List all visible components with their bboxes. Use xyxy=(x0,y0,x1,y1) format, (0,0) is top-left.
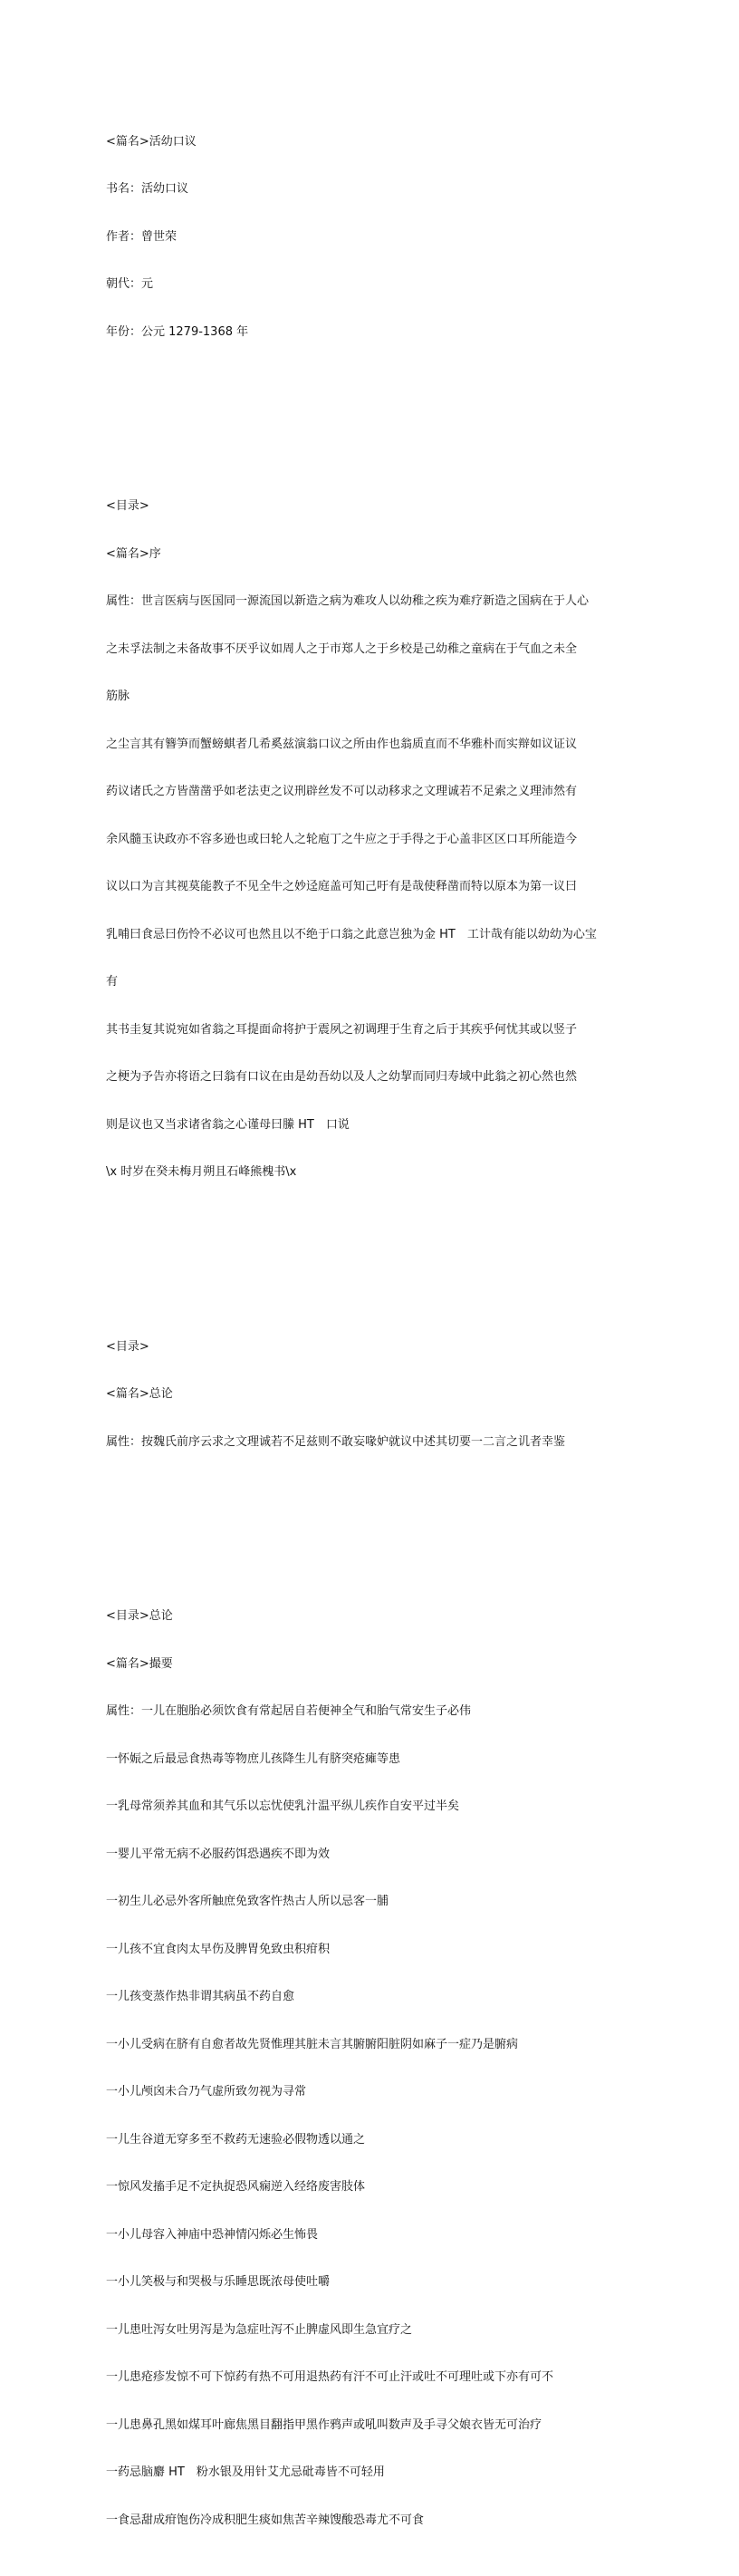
section-xu-colophon: \x 时岁在癸未梅月朔且石峰熊槐书\x xyxy=(106,1165,297,1179)
section-cuoyao-line: 一食忌甜成疳饱伤冷成积肥生痰如焦苦辛辣馊酸恐毒尤不可食 xyxy=(106,2513,425,2527)
section-xu-line: 议以口为言其视莫能教子不见全牛之妙迳庭盖可知己吁有是哉使释凿而特以原本为第一议曰 xyxy=(106,880,578,893)
document-text-body xyxy=(106,86,648,2576)
section-cuoyao-line: 属性：一儿在胞胎必须饮食有常起居自若便神全气和胎气常安生子必伟 xyxy=(106,1704,472,1718)
section-cuoyao-line: 一儿患疮疹发惊不可下惊药有热不可用退热药有汗不可止汗或吐不可理吐或下亦有可不 xyxy=(106,2370,554,2384)
document-field-year: 年份：公元 1279-1368 年 xyxy=(106,324,249,339)
spacer-line xyxy=(106,1498,648,1514)
section-xu-line: 乳哺曰食忌曰伤怜不必议可也然且以不绝于口翁之此意岂独为金 HT 工计哉有能以幼幼为心宝 xyxy=(106,927,597,941)
section-cuoyao-line: 一小儿笑极与和哭极与乐睡思既浓母使吐嚼 xyxy=(106,2275,331,2289)
section-title-xu: <篇名>序 xyxy=(106,546,161,561)
section-xu-line: 之未孚法制之未备故事不厌乎议如周人之于市郑人之于乡校是己幼稚之童病在于气血之未全 xyxy=(106,642,578,656)
section-title-cuoyao: <篇名>撮要 xyxy=(106,1656,173,1671)
section-cuoyao-line: 一儿患吐泻女吐男泻是为急症吐泻不止脾虚风即生急宜疗之 xyxy=(106,2322,413,2337)
section-xu-line: 有 xyxy=(106,975,119,989)
section-cuoyao-line: 一小儿受病在脐有自愈者故先贤惟理其脏未言其腑腑阳脏阴如麻子一症乃是腑病 xyxy=(106,2037,519,2051)
catalog-marker-zonglun: <目录> xyxy=(106,1339,149,1354)
spacer-line xyxy=(106,388,648,404)
section-cuoyao-line: 一乳母常须养其血和其气乐以忘忧使乳汁温平纵儿疾作自安平过半矣 xyxy=(106,1799,460,1813)
section-xu-line: 则是议也又当求诸省翁之心谨母曰縢 HT 口说 xyxy=(106,1117,350,1132)
section-cuoyao-line: 一惊风发搐手足不定执捉恐风痫逆入经络废害肢体 xyxy=(106,2180,366,2194)
section-cuoyao-line: 一婴儿平常无病不必服药饵恐遇疾不即为效 xyxy=(106,1847,331,1861)
section-cuoyao-line: 一儿孩不宜食肉太早伤及脾胃免致虫积疳积 xyxy=(106,1942,331,1956)
section-xu-line: 其书圭复其说宛如省翁之耳提面命将护于震夙之初调理于生育之后于其疾乎何忧其或以竖子 xyxy=(106,1022,578,1037)
section-xu-line: 余风髓玉诀政亦不容多逊也或曰轮人之轮庖丁之牛应之于手得之于心盖非区区口耳所能造今 xyxy=(106,832,578,846)
document-field-dynasty: 朝代：元 xyxy=(106,277,154,291)
section-xu-line: 筋脉 xyxy=(106,690,130,703)
spacer-line xyxy=(106,1276,648,1292)
section-xu-line: 属性：世言医病与医国同一源流国以新造之病为难攻人以幼稚之疾为难疗新造之国病在于人心 xyxy=(106,594,590,608)
spacer-line xyxy=(106,1228,648,1244)
section-cuoyao-line: 一儿生谷道无穿多至不救药无速验必假物透以通之 xyxy=(106,2132,366,2147)
section-xu-line: 药议诸氏之方皆凿凿乎如老法吏之议刑辟丝发不可以动移求之文理诚若不足索之义理沛然有 xyxy=(106,785,578,798)
catalog-marker-cuoyao: <目录>总论 xyxy=(106,1609,173,1623)
spacer-line xyxy=(106,435,648,451)
document-field-book-name: 书名：活幼口议 xyxy=(106,182,189,196)
spacer-line xyxy=(106,1545,648,1561)
document-field-author: 作者：曾世荣 xyxy=(106,229,178,244)
section-cuoyao-line: 一初生儿必忌外客所触庶免致客忤热古人所以忌客一脯 xyxy=(106,1895,389,1908)
section-cuoyao-line: 一小儿颅囟未合乃气虚所致勿视为寻常 xyxy=(106,2085,307,2098)
catalog-marker-xu: <目录> xyxy=(106,499,149,513)
section-cuoyao-line: 一小儿母容入神庙中恐神情闪烁必生怖畏 xyxy=(106,2227,319,2242)
section-cuoyao-line: 一儿孩变蒸作热非谓其病虽不药自愈 xyxy=(106,1990,295,2003)
section-cuoyao-line: 一儿患鼻孔黑如煤耳叶廊焦黑目翻指甲黑作鸦声或吼叫数声及手寻父娘衣皆无可治疗 xyxy=(106,2417,542,2432)
section-title-zonglun: <篇名>总论 xyxy=(106,1387,173,1401)
section-zonglun-line: 属性：按魏氏前序云求之文理诚若不足兹则不敢妄喙妒就议中述其切要一二言之讥者幸鉴 xyxy=(106,1434,566,1449)
section-xu-line: 之梗为予告亦将语之曰翁有口议在由是幼吾幼以及人之幼挈而同归寿域中此翁之初心然也然 xyxy=(106,1070,578,1084)
section-xu-line: 之尘言其有簪笋而蟹螃蜞者几希奚兹演翁口议之所由作也翁质直而不华雅朴而实辩如议证议 xyxy=(106,737,578,751)
section-cuoyao-line: 一药忌脑麝 HT 粉水银及用针艾尤忌砒毒皆不可轻用 xyxy=(106,2465,385,2479)
document-title-line: <篇名>活幼口议 xyxy=(106,134,197,149)
section-cuoyao-line: 一怀娠之后最忌食热毒等物庶儿孩降生儿有脐突疮瘫等患 xyxy=(106,1751,401,1766)
